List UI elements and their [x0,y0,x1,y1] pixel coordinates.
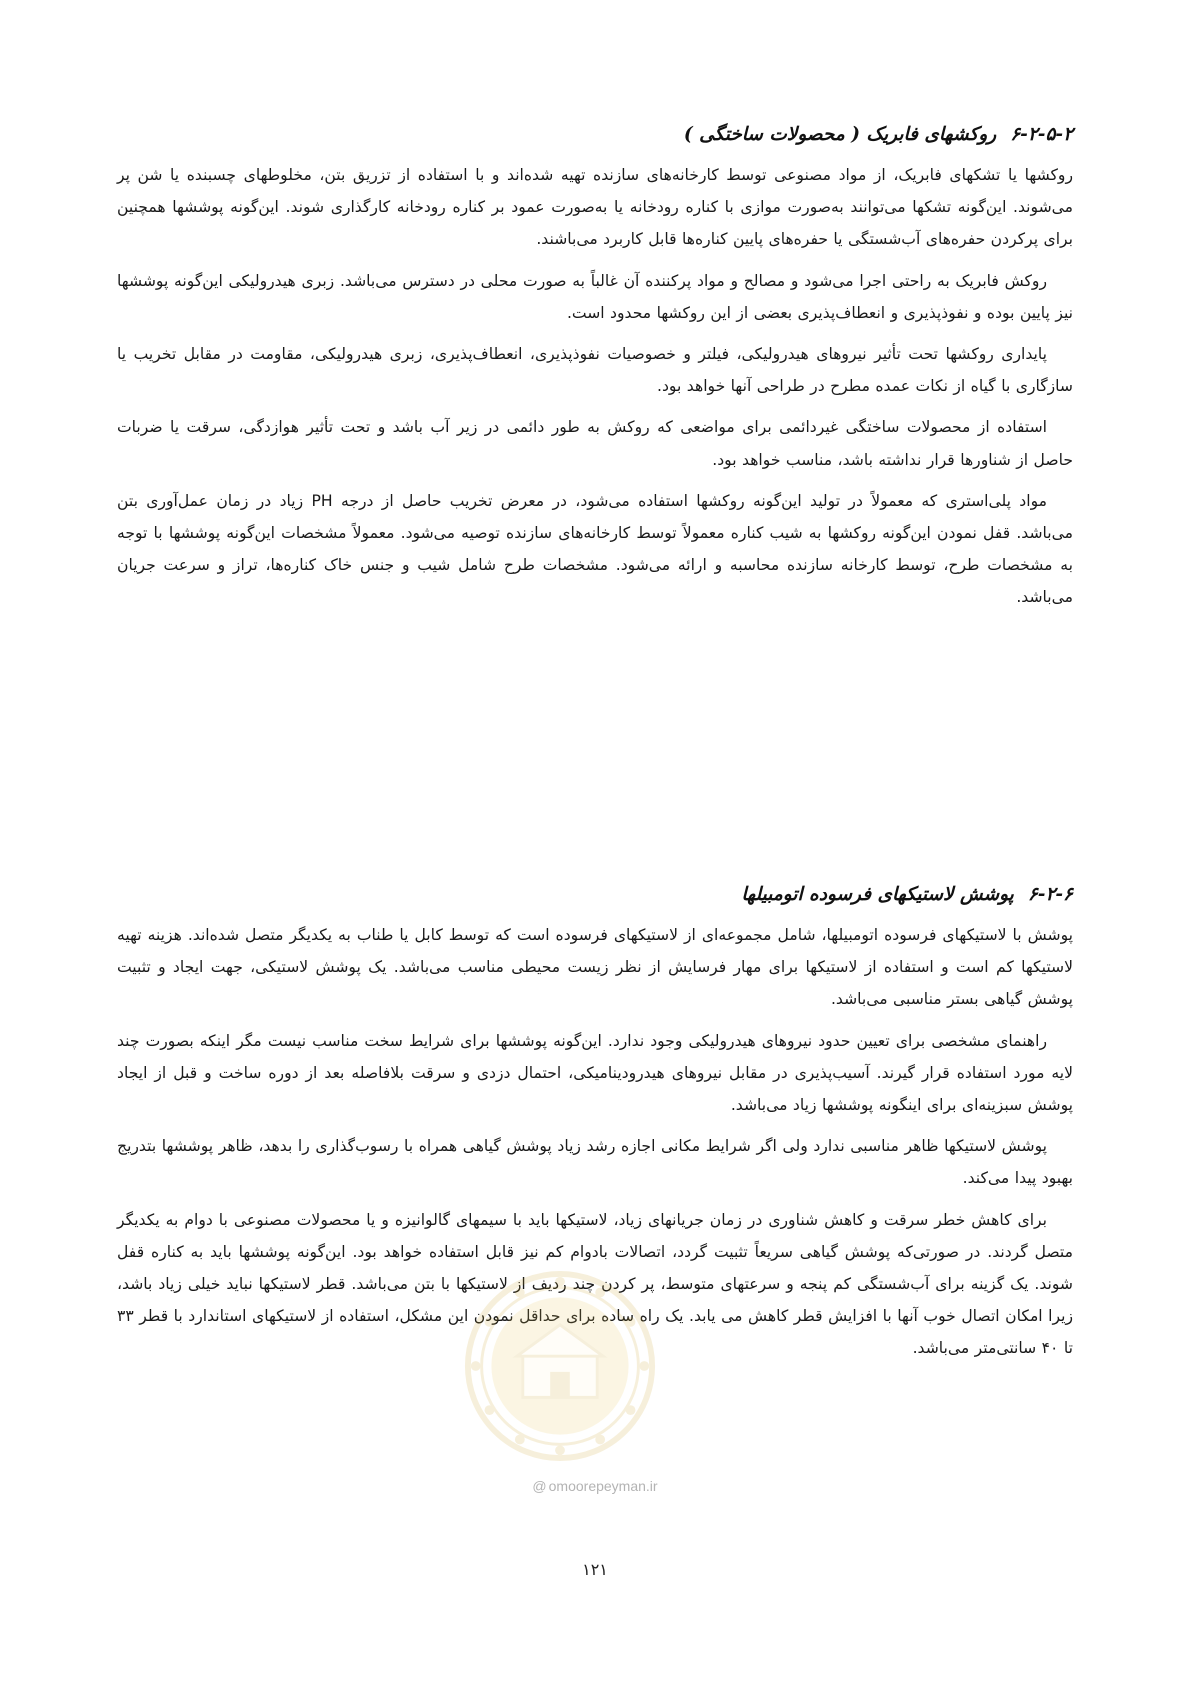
section-title: پوشش لاستیکهای فرسوده اتومبیلها [741,884,1014,905]
at-icon: @ [532,1478,547,1494]
paragraph: روکش فابریک به راحتی اجرا می‌شود و مصالح و مواد پرکننده آن غالباً به صورت محلی در دسترس می‌باشد. زبری هیدرولیکی این‌گونه پوششها نیز پایین بوده و نفوذپذیری و انعطاف‌پذیری بعضی از این روکشها محدود است. [117,271,1073,322]
section-heading [117,120,1073,150]
paragraph: استفاده از محصولات ساختگی غیردائمی برای مواضعی که روکش به طور دائمی در زیر آب باشد و تحت تأثیر هوازدگی، سرقت یا ضربات حاصل از شناورها قرار نداشته باشد، مناسب خواهد بود. [117,418,1073,469]
section-title: روکشهای فابریک ( محصولات ساختگی ) [683,124,997,145]
section-number: ۶-۲-۵-۲ [1010,124,1073,145]
paragraph: برای کاهش خطر سرقت و کاهش شناوری در زمان جریانهای زیاد، لاستیکها باید با سیمهای گالوانیزه و یا محصولات مصنوعی با دوام به یکدیگر متصل گردند. در صورتی‌که پوشش گیاهی سریعاً تثبیت گردد، اتصالات بادوام کم نیز قابل استفاده خواهد بود. این‌گونه پوششها باید به کناره قفل شوند. یک گزینه برای آب‌شستگی کم پنجه و سرعتهای متوسط، پر کردن چند ردیف از لاستیکها با بتن می‌باشد. قطر لاستیکها نباید خیلی زیاد باشد، زیرا امکان اتصال خوب آنها با افزایش قطر کاهش می یابد. یک راه ساده برای حداقل نمودن این مشکل، استفاده از لاستیکهای استاندارد با قطر ۳۳ تا ۴۰ سانتی‌متر می‌باشد. [117,1210,1073,1358]
paragraph: پایداری روکشها تحت تأثیر نیروهای هیدرولیکی، فیلتر و خصوصیات نفوذپذیری، انعطاف‌پذیری، زبری هیدرولیکی، مقاومت در مقابل تخریب یا سازگاری با گیاه از نکات عمده مطرح در طراحی آنها خواهد بود. [117,345,1073,396]
section-6-2-6 [117,880,1073,1374]
section-heading [117,880,1073,910]
paragraph: پوشش لاستیکها ظاهر مناسبی ندارد ولی اگر شرایط مکانی اجازه رشد زیاد پوشش گیاهی همراه با رسوب‌گذاری را بدهد، ظاهر پوششها بتدریج بهبود پیدا می‌کند. [117,1137,1073,1188]
watermark-url-text: omoorepeyman.ir [548,1478,658,1494]
paragraph: پوشش با لاستیکهای فرسوده اتومبیلها، شامل مجموعه‌ای از لاستیکهای فرسوده است که توسط کابل یا طناب به یکدیگر متصل شده‌اند. هزینه تهیه لاستیکها کم است و استفاده از لاستیکها برای مهار فرسایش از نظر زیست محیطی مناسب می‌باشد. یک پوشش لاستیکی، جهت ایجاد و تثبیت پوشش گیاهی بستر مناسبی می‌باشد. [117,926,1073,1009]
paragraph: روکشها یا تشکهای فابریک، از مواد مصنوعی توسط کارخانه‌های سازنده تهیه شده‌اند و با استفاده از تزریق بتن، مخلوطهای چسبنده یا شن پر می‌شوند. این‌گونه تشکها می‌توانند به‌صورت موازی با کناره رودخانه یا به‌صورت عمود بر کناره رودخانه کارگذاری شوند. این‌گونه پوششها همچنین برای پرکردن حفره‌های آب‌شستگی یا حفره‌های پایین کناره‌ها قابل کاربرد می‌باشند. [117,166,1073,249]
watermark-url [0,1478,1190,1494]
section-number: ۶-۲-۶ [1027,884,1073,905]
section-6-2-5-2 [117,120,1073,623]
paragraph: راهنمای مشخصی برای تعیین حدود نیروهای هیدرولیکی وجود ندارد. این‌گونه پوششها برای شرایط سخت مناسب نیست مگر اینکه بصورت چند لایه مورد استفاده قرار گیرند. آسیب‌پذیری در مقابل نیروهای هیدرودینامیکی، احتمال دزدی و سرقت بلافاصله بعد از دوره ساخت و قبل از ایجاد پوشش سبزینه‌ای برای اینگونه پوششها زیاد می‌باشد. [117,1031,1073,1115]
paragraph: مواد پلی‌استری که معمولاً در تولید این‌گونه روکشها استفاده می‌شود، در معرض تخریب حاصل از درجه PH زیاد در زمان عمل‌آوری بتن می‌باشد. قفل نمودن این‌گونه روکشها به شیب کناره معمولاً توسط کارخانه‌های سازنده توصیه می‌شود. معمولاً مشخصات این‌گونه پوششها با توجه به مشخصات طرح، توسط کارخانه سازنده محاسبه و ارائه می‌شود. مشخصات طرح شامل شیب و جنس خاک کناره‌ها، تراز و سرعت جریان می‌باشد. [117,491,1073,607]
page-number: ۱۲۱ [582,1560,608,1579]
